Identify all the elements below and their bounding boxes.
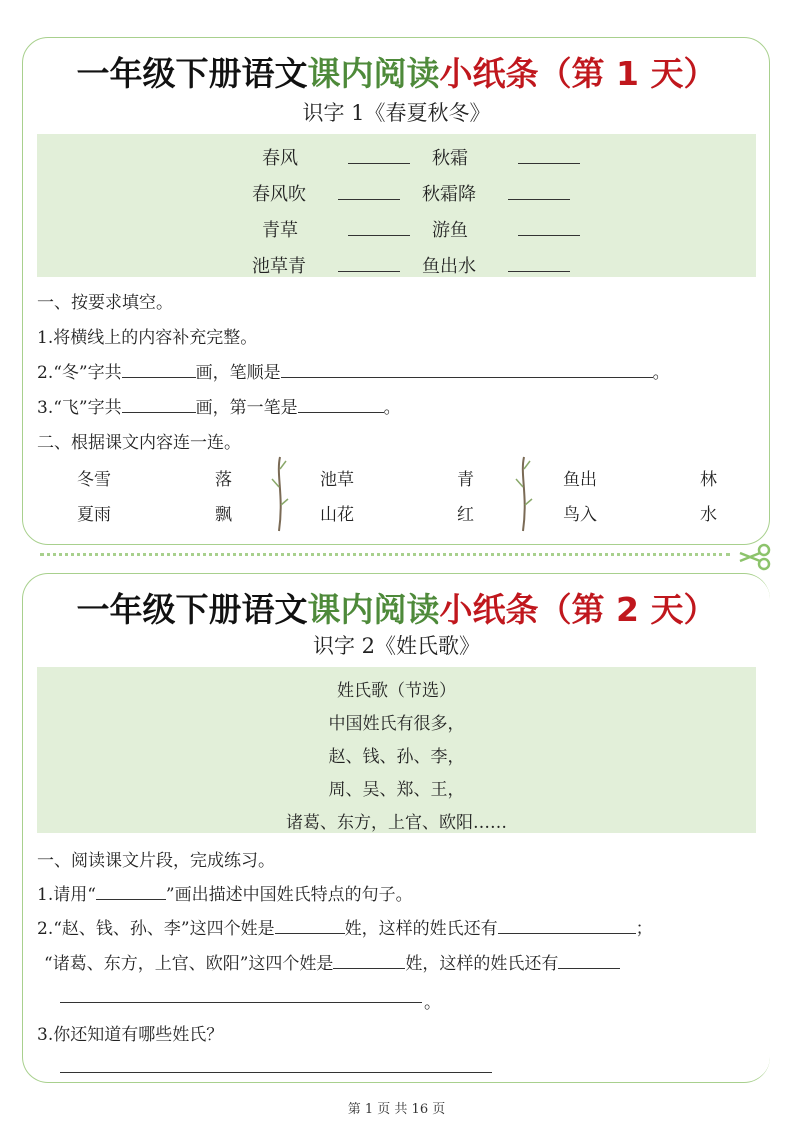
answer-blank[interactable]: [122, 396, 196, 413]
day2-section1: 一、阅读课文片段，完成练习。: [37, 851, 275, 871]
word-blank[interactable]: [338, 255, 400, 272]
answer-line[interactable]: [60, 1072, 492, 1073]
answer-blank[interactable]: [96, 883, 166, 900]
match-item: 池草: [320, 470, 354, 490]
word-item: 春风吹: [252, 184, 306, 205]
answer-blank[interactable]: [122, 361, 196, 378]
match-item: 山花: [320, 505, 354, 525]
answer-blank[interactable]: [333, 952, 405, 969]
match-item: 鱼出: [563, 470, 597, 490]
day1-q3: 3.“飞”字共 画，第一笔是 。: [37, 398, 401, 418]
day2-subtitle: 识字 2《姓氏歌》: [312, 634, 481, 658]
word-item: 春风: [262, 148, 298, 169]
word-blank[interactable]: [348, 219, 410, 236]
poem-title: 姓氏歌（节选）: [337, 681, 456, 701]
match-item: 水: [700, 505, 717, 525]
day2-title: 一年级下册语文课内阅读小纸条（第 2 天）: [76, 590, 717, 629]
word-item: 秋霜: [432, 148, 468, 169]
word-item: 鱼出水: [422, 256, 476, 277]
match-item: 飘: [215, 505, 232, 525]
match-item: 鸟入: [563, 505, 597, 525]
word-blank[interactable]: [338, 183, 400, 200]
answer-line[interactable]: [60, 1002, 422, 1003]
day1-q1: 1.将横线上的内容补充完整。: [37, 328, 258, 348]
page-footer: 第 1 页 共 16 页: [347, 1102, 446, 1117]
word-blank[interactable]: [518, 147, 580, 164]
scissors-icon: [738, 543, 774, 571]
day1-title: 一年级下册语文课内阅读小纸条（第 1 天）: [76, 54, 717, 93]
word-blank[interactable]: [508, 183, 570, 200]
answer-blank[interactable]: [558, 952, 620, 969]
word-item: 秋霜降: [422, 184, 476, 205]
answer-blank[interactable]: [298, 396, 384, 413]
word-item: 青草: [262, 220, 298, 241]
day2-q3: 3.你还知道有哪些姓氏？: [37, 1025, 224, 1045]
cut-line: [40, 553, 730, 556]
q2-end: 。: [424, 993, 441, 1013]
day1-section1: 一、按要求填空。: [37, 293, 173, 313]
bamboo-divider-icon: [268, 455, 292, 533]
answer-blank[interactable]: [498, 917, 636, 934]
word-blank[interactable]: [348, 147, 410, 164]
answer-blank[interactable]: [275, 917, 345, 934]
match-item: 落: [215, 470, 232, 490]
word-item: 游鱼: [432, 220, 468, 241]
day1-section2: 二、根据课文内容连一连。: [37, 433, 241, 453]
poem-line: 诸葛、东方，上官、欧阳……: [286, 813, 507, 833]
word-blank[interactable]: [518, 219, 580, 236]
bamboo-divider-icon: [512, 455, 536, 533]
day1-subtitle: 识字 1《春夏秋冬》: [302, 101, 491, 125]
poem-line: 赵、钱、孙、李，: [328, 747, 465, 767]
answer-blank[interactable]: [281, 361, 653, 378]
day2-q2-line1: 2.“赵、钱、孙、李”这四个姓是 姓，这样的姓氏还有 ；: [37, 919, 653, 939]
day2-q1: 1.请用“ ”画出描述中国姓氏特点的句子。: [37, 885, 413, 905]
match-item: 冬雪: [77, 470, 111, 490]
match-item: 林: [700, 470, 717, 490]
match-item: 青: [457, 470, 474, 490]
poem-line: 中国姓氏有很多，: [328, 714, 465, 734]
match-item: 夏雨: [77, 505, 111, 525]
day2-q2-line2: “诸葛、东方，上官、欧阳”这四个姓是 姓，这样的姓氏还有: [44, 949, 620, 974]
poem-line: 周、吴、郑、王，: [328, 780, 465, 800]
day1-q2: 2.“冬”字共 画，笔顺是 。: [37, 363, 670, 383]
word-blank[interactable]: [508, 255, 570, 272]
word-item: 池草青: [252, 256, 306, 277]
match-item: 红: [457, 505, 474, 525]
